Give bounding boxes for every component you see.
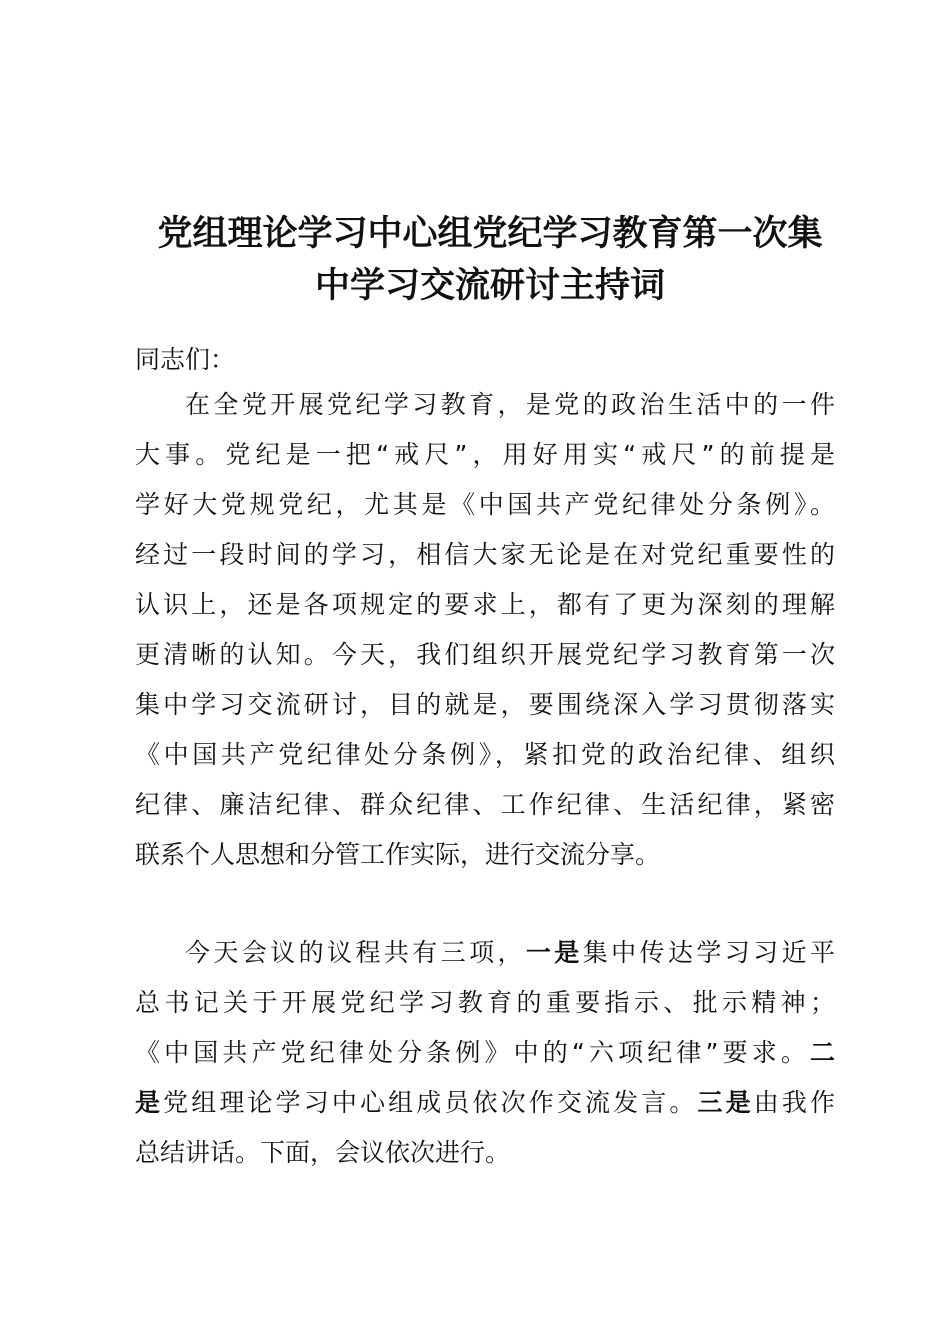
title-line-2: 中学习交流研讨主持词 bbox=[314, 266, 665, 306]
paragraph-line bbox=[135, 1028, 835, 1078]
paragraph-line: 在全党开展党纪学习教育，是党的政治生活中的一件 bbox=[185, 390, 835, 419]
paragraph-line: 更清晰的认知。今天，我们组织开展党纪学习教育第一次 bbox=[135, 640, 835, 669]
paragraph-line: 经过一段时间的学习，相信大家无论是在对党纪重要性的 bbox=[135, 540, 835, 569]
paragraph-line bbox=[135, 1078, 835, 1128]
greeting: 同志们： bbox=[135, 345, 236, 374]
text-run: 今天会议的议程共有三项， bbox=[185, 938, 526, 967]
bold-run: 二 bbox=[809, 1038, 835, 1067]
text-run: 《中国共产党纪律处分条例》中的“六项纪律”要求。 bbox=[135, 1038, 810, 1067]
paragraph-line: 总结讲话。下面，会议依次进行。 bbox=[135, 1138, 511, 1167]
bold-run: 三是 bbox=[697, 1088, 754, 1117]
paragraph-2 bbox=[135, 928, 835, 1178]
text-run: 由我作 bbox=[753, 1088, 835, 1117]
bold-run: 一是 bbox=[525, 938, 583, 967]
paragraph-line: 大事。党纪是一把“戒尺”，用好用实“戒尺”的前提是 bbox=[135, 440, 835, 469]
paragraph-line: 《中国共产党纪律处分条例》，紧扣党的政治纪律、组织 bbox=[135, 740, 835, 769]
text-run: 党组理论学习中心组成员依次作交流发言。 bbox=[163, 1088, 698, 1117]
text-run: 集中传达学习习近平 bbox=[582, 938, 835, 967]
paragraph-line: 学好大党规党纪，尤其是《中国共产党纪律处分条例》。 bbox=[135, 490, 835, 519]
paragraph-1 bbox=[135, 380, 835, 880]
paragraph-line: 认识上，还是各项规定的要求上，都有了更为深刻的理解 bbox=[135, 590, 835, 619]
paragraph-line bbox=[135, 928, 835, 978]
paragraph-line: 纪律、廉洁纪律、群众纪律、工作纪律、生活纪律，紧密 bbox=[135, 790, 835, 819]
paragraph-line: 总书记关于开展党纪学习教育的重要指示、批示精神； bbox=[135, 988, 835, 1017]
document-title bbox=[135, 208, 845, 312]
bold-run: 是 bbox=[135, 1088, 164, 1117]
paragraph-line: 联系个人思想和分管工作实际，进行交流分享。 bbox=[135, 840, 661, 869]
paragraph-line: 集中学习交流研讨，目的就是，要围绕深入学习贯彻落实 bbox=[135, 690, 835, 719]
title-line-1: 党组理论学习中心组党纪学习教育第一次集 bbox=[157, 214, 823, 254]
